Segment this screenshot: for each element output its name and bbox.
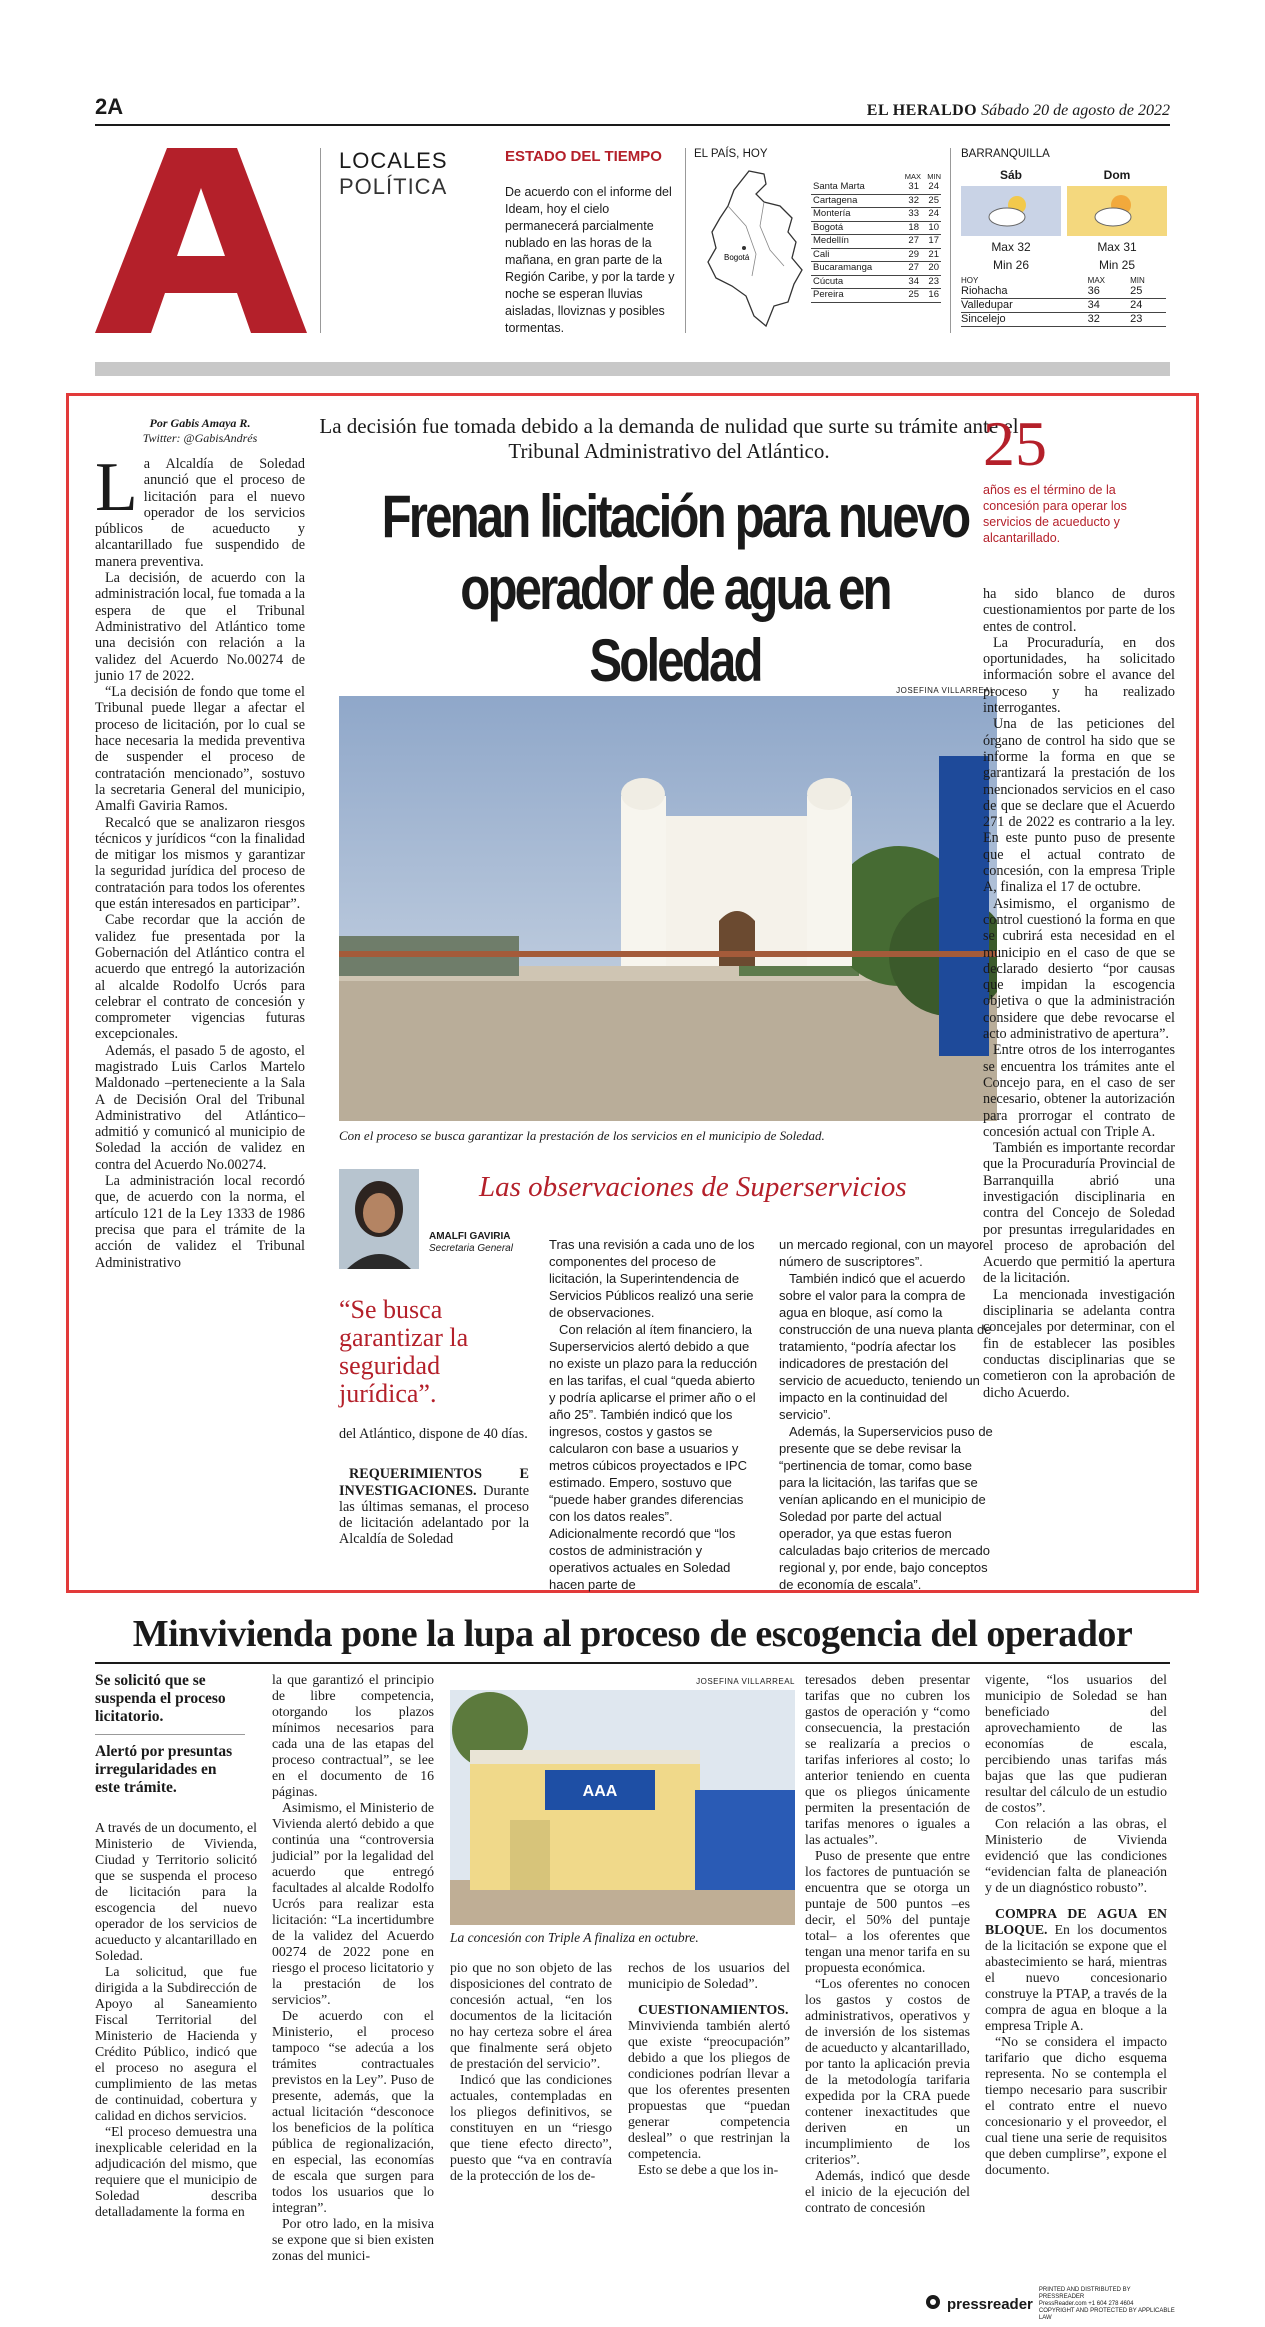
city-name: Pereira [811, 289, 901, 303]
section-name [320, 148, 490, 333]
sign-text: AAA [582, 1783, 618, 1800]
temp-min: 25 [1130, 285, 1166, 299]
city-name: Montería [811, 208, 901, 222]
headline-rule [95, 1662, 1170, 1664]
paragraph: Tras una revisión a cada uno de los componentes del proceso de licitación, la Superintendencia de Servicios Públicos realizó una serie de observaciones. [549, 1237, 755, 1320]
temp-row [811, 181, 941, 194]
person-avatar [339, 1169, 419, 1269]
temp-min: 24 [1130, 299, 1166, 313]
paragraph: La mencionada investigación disciplinaria se adelanta contra concejales por determinar, con el fin de establecer las posibles conductas disciplinarias que se cometieron con la aprobación de dicho Acuerdo. [983, 1286, 1175, 1401]
temp-max: 32 [901, 194, 921, 208]
city-temps-header [811, 172, 941, 181]
city-name: Santa Marta [811, 181, 901, 194]
paragraph: Puso de presente que entre los factores de puntuación se encuentra que se otorga un puntaje de 500 puntos –es decir, el 50% del puntaje total– a los oferentes que tengan una menor tarifa en su propuesta económica. [805, 1848, 970, 1975]
section-lead: REQUERIMIENTOS E INVESTIGACIONES. [339, 1466, 529, 1499]
temp-min: 17 [921, 235, 941, 249]
section-a-logo [95, 148, 307, 333]
super-column-1 [549, 1236, 764, 1593]
photo-caption: Con el proceso se busca garantizar la prestación de los servicios en el municipio de Soledad. [339, 1128, 825, 1143]
paragraph: También es importante recordar que la Procuraduría Provincial de Barranquilla abrió una investigación disciplinaria en contra del Concejo de Soledad por presuntas irregularidades en el proceso de aprobación del Acuerdo que permitió la apertura de la licitación. [983, 1140, 1175, 1287]
story2-column-2 [272, 1672, 434, 2264]
temp-row [811, 221, 941, 235]
weather-text: De acuerdo con el informe del Ideam, hoy el cielo permanecerá parcialmente nublado en las horas de la mañana, en gran parte de la Región Caribe, y por la tarde y noche se esperan lluvias aisladas, lloviznas y posibles tormentas. [505, 185, 675, 335]
paragraph: vigente, “los usuarios del municipio de Soledad se han beneficiado del aprovechamiento de las economías de escala, percibiendo unas tarifas más bajas que las que pudieran resultar del cálculo de un estudio de costos”. [985, 1672, 1167, 1815]
paragraph: “Los oferentes no conocen los gastos y costos de administrativos, operativos y de inversión de los sistemas de acueducto y alcantarillado, por tanto la aplicación previa de la metodología tarifaria expedida por la CRA puede contener inexactitudes que deriven en un incumplimiento de los criterios”. [805, 1976, 970, 2167]
building-image [450, 1690, 795, 1925]
temp-row [811, 289, 941, 303]
section-line-2: POLÍTICA [339, 174, 448, 199]
day-max: Max 32 [991, 240, 1031, 254]
temp-min: 24 [921, 181, 941, 194]
paper-name: EL HERALDO [866, 102, 978, 119]
photo-credit: JOSEFINA VILLARREAL [896, 686, 995, 695]
country-weather [685, 148, 945, 333]
author-twitter: Twitter: @GabisAndrés [142, 431, 258, 445]
day-max: Max 31 [1097, 240, 1137, 254]
temp-min: 10 [921, 221, 941, 235]
paragraph: De acuerdo con el Ministerio, el proceso tampoco “se adecúa a los trámites contractuales previstos en la Ley”. Puso de presente, además, que la actual licitación “desconoce los beneficios de la política pública de regionalización, en especial, las economías de escala que surgen para todos los usuarios que lo integran”. [272, 2008, 434, 2215]
paragraph: La solicitud, que fue dirigida a la Subdirección de Apoyo al Saneamiento Fiscal Territorial del Ministerio de Hacienda y Crédito Público, indicó que el proceso no asegura el cumplimiento de las metas de continuidad, cobertura y calidad en dichos servicios. [95, 1964, 257, 2123]
cloud-sun-icon [961, 186, 1061, 236]
temp-row [811, 275, 941, 289]
temp-min: 16 [921, 289, 941, 303]
temp-row [811, 208, 941, 222]
paragraph: Una de las peticiones del órgano de control ha sido que se informe la forma en que se garantizará la prestación de los mencionados servicios en el caso de que se declare que el Acuerdo 271 de 2022 es contrario a la ley. En este punto puso de presente que el actual contrato de concesión, con la empresa Triple A, finaliza el 17 de octubre. [983, 716, 1175, 896]
author-name: Por Gabis Amaya R. [149, 416, 251, 430]
paragraph: “La decisión de fondo que tome el Tribunal puede llegar a afectar el proceso de licitación, por lo cual se hace necesaria la medida preventiva de suspender el proceso de contratación mencionado”, sostuvo la secretaria General del municipio, Amalfi Gaviria Ramos. [95, 684, 305, 815]
paragraph: A través de un documento, el Ministerio de Vivienda, Ciudad y Territorio solicitó que se suspenda el proceso de licitación para la escogencia del nuevo operador de los servicios de acueducto y alcantarillado en Soledad. [95, 1820, 257, 1963]
temp-min: 23 [1130, 313, 1166, 327]
temp-row [961, 285, 1166, 299]
temp-max: 25 [901, 289, 921, 303]
city-name: Sincelejo [961, 313, 1088, 327]
paragraph: La decisión, de acuerdo con la administración local, fue tomada a la espera de que el Tribunal Administrativo del Atlántico tome una decisión con relación a la validez del Acuerdo No.00274 de junio 17 de 2022. [95, 570, 305, 684]
paragraph: Además, el pasado 5 de agosto, el magistrado Luis Carlos Martelo Maldonado –perteneciente a la Sala A de Decisión Oral del Tribunal Administrativo del Atlántico– admitió y comunicó al municipio de Soledad la acción de validez en contra del Acuerdo No.00274. [95, 1042, 305, 1173]
paragraph: Asimismo, el organismo de control cuestionó la forma en que se cubrirá esta necesidad en el municipio en el caso de que se declarado desierto “por causas que impidan la escogencia objetiva o que la administración considere que debe revocarse el acto administrativo de apertura”. [983, 895, 1175, 1043]
section-line-1: LOCALES [339, 148, 448, 173]
temp-row [811, 248, 941, 262]
issue-date: Sábado 20 de agosto de 2022 [981, 102, 1170, 119]
photo2-credit: JOSEFINA VILLARREAL [696, 1677, 795, 1686]
super-column-2 [779, 1236, 994, 1593]
col-min: MIN [1130, 276, 1145, 285]
story2-column-6: vigente, “los usuarios del municipio de Soledad se han beneficiado del aprovechamiento de las economías de escala, percibiendo unas tarifas más bajas que las que pudieran resultar del cálculo de un estudio de costos”. Con relación a las obras, el Ministerio de Vivienda evidenció que las condiciones “evidencian falta de planeación y de un diagnóstico robusto”. COMPRA DE AGUA EN BLOQUE. En los documentos de la licitación se expone que el abastecimiento se hará, mientras el nuevo concesionario construye la PTAP, a través de la compra de agua en bloque a la empresa Triple A. “No se considera el impacto tarifario que dicho esquema representa. No se contempla el tiempo necesario para suscribir el contrato entre el nuevo concesionario y el proveedor, el cual tiene una serie de requisitos que deben cumplirse”, expone el documento. [985, 1672, 1167, 2177]
col-hoy: HOY [961, 276, 979, 285]
story-column-2 [339, 1426, 529, 1548]
temp-min: 23 [921, 275, 941, 289]
story2-column-4: rechos de los usuarios del municipio de Soledad”. CUESTIONAMIENTOS. Minvivienda también alertó que existe “preocupación” debido a que los pliegos de condiciones podrían llevar a que los oferentes presenten propuestas que “puedan generar competencia desleal” o que restrinjan la competencia. Esto se debe a que los in- [628, 1960, 790, 2177]
city-temps-table [811, 172, 941, 303]
day-name: Sáb [999, 168, 1022, 182]
church-photo [339, 696, 997, 1121]
paragraph: Cabe recordar que la acción de validez fue presentada por la Gobernación del Atlántico contra el acuerdo que entregó la autorización al alcalde Rodolfo Ucrós para celebrar el contrato de concesión y comprometer vigencias futuras excepcionales. [95, 912, 305, 1043]
pull-quote: “Se busca garantizar la seguridad jurídica”. [339, 1295, 469, 1408]
paragraph: Asimismo, el Ministerio de Vivienda alertó debido a que continúa una “controversia judicial” por la legalidad del acuerdo que entregó facultades al alcalde Rodolfo Ucrós para realizar esta licitación: “La incertidumbre de la validez del Acuerdo 00274 de 2022 pone en riesgo el proceso licitatorio y la prestación de los servicios”. [272, 1800, 434, 2007]
paragraph: Recalcó que se analizaron riesgos técnicos y jurídicos “con la finalidad de mitigar los mismos y garantizar la seguridad jurídica del proceso de contratación para todos los oferentes que están interesados en participar”. [95, 814, 305, 913]
dropcap: L [95, 449, 138, 526]
temp-max: 29 [901, 248, 921, 262]
lede-divider [95, 1734, 245, 1735]
masthead-paper [867, 102, 1170, 120]
temp-min: 25 [921, 194, 941, 208]
second-ledes [95, 1672, 245, 1797]
barranquilla-weather [950, 148, 1170, 333]
colombia-map-icon [694, 166, 814, 331]
building-photo [450, 1690, 795, 1925]
forecast-day [1067, 168, 1167, 272]
temp-row [811, 235, 941, 249]
temp-max: 34 [1088, 299, 1130, 313]
city-name: Cúcuta [811, 275, 901, 289]
temp-min: 24 [921, 208, 941, 222]
story2-column-3 [450, 1960, 612, 2184]
paragraph: a Alcaldía de Soledad anunció que el proceso de licitación para el nuevo operador de los servicios públicos de acueducto y alcantarillado fue suspendido de manera preventiva. [95, 456, 305, 570]
col-min: MIN [927, 172, 941, 181]
temp-max: 31 [901, 181, 921, 194]
section-letter [95, 148, 307, 333]
temp-max: 36 [1088, 285, 1130, 299]
paragraph: un mercado regional, con un mayor número de suscriptores”. [779, 1237, 984, 1269]
lede-2: Alertó por presuntas irregularidades en este trámite. [95, 1743, 233, 1796]
temp-max: 33 [901, 208, 921, 222]
paragraph: Por otro lado, en la misiva se expone que si bien existen zonas del munici- [272, 2216, 434, 2263]
city-name: Cali [811, 248, 901, 262]
paragraph: teresados deben presentar tarifas que no cubren los gastos de operación y “como consecuencia, la prestación se realizaría a precios o tarifas inferiores al costo; lo anterior teniendo en cuenta que os pliegos únicamente permiten la presentación de tarifas menores o iguales a las actuales”. [805, 1672, 970, 1847]
subhead: Las observaciones de Superservicios [479, 1171, 907, 1203]
temp-min: 20 [921, 262, 941, 276]
story2-column-1 [95, 1820, 257, 2220]
section-lead: CUESTIONAMIENTOS. [638, 2002, 789, 2017]
city-name: Riohacha [961, 285, 1088, 299]
country-label: EL PAÍS, HOY [694, 148, 768, 160]
city-label: BARRANQUILLA [961, 148, 1050, 160]
city-name: Cartagena [811, 194, 901, 208]
paragraph: la que garantizó el principio de libre competencia, otorgando los plazos mínimos necesarios para cada una de las etapas del proceso contractual”, se lee en el documento de 16 páginas. [272, 1672, 434, 1799]
paragraph: Con relación al ítem financiero, la Superservicios alertó debido a que no existe un plazo para la reducción en las tarifas, el cual “queda abierto y podría aplicarse el primer año o el año 25”. También indicó que los ingresos, costos y gastos se calcularon con base a usuarios y metros cúbicos proyectados e IPC estimado. Empero, sostuvo que “puede haber grandes diferencias con los datos reales”. Adicionalmente recordó que “los costos de administración y operativos actuales en Soledad hacen parte de [549, 1322, 758, 1592]
story-column-1 [95, 449, 305, 1271]
pressreader-logo: pressreader [947, 2295, 1033, 2313]
paragraph: Además, la Superservicios puso de presente que se debe revisar la “pertinencia de tomar, como base para la licitación, las tarifas que se venían aplicando en el municipio de Soledad por parte del actual operador, ya que estas fueron calculadas bajo criterios de mercado regional y, por ende, bajo conceptos de economía de escala”. [779, 1424, 993, 1592]
page-number: 2A [95, 94, 124, 119]
pressreader-icon [925, 2294, 941, 2315]
person-caption [429, 1231, 513, 1255]
temp-min: 21 [921, 248, 941, 262]
temp-max: 32 [1088, 313, 1130, 327]
col-max: MAX [1087, 276, 1106, 285]
photo2-caption: La concesión con Triple A finaliza en octubre. [450, 1930, 699, 1945]
paragraph: Además, indicó que desde el inicio de la ejecución del contrato de concesión [805, 2168, 970, 2215]
temp-max: 27 [901, 235, 921, 249]
weather-title: ESTADO DEL TIEMPO [505, 148, 662, 165]
temp-row [961, 313, 1166, 327]
temp-max: 34 [901, 275, 921, 289]
city-name: Valledupar [961, 299, 1088, 313]
column-2-text: del Atlántico, dispone de 40 días. [339, 1426, 528, 1442]
column-1-text [95, 449, 305, 1271]
paragraph: La Procuraduría, en dos oportunidades, ha solicitado información sobre el avance del proceso y ha realizado interrogantes. [983, 634, 1175, 717]
region-temps-table [961, 276, 1166, 327]
paragraph: pio que no son objeto de las disposiciones del contrato de concesión actual, “en los documentos de la licitación no hay certeza sobre el área que finalmente será objeto de prestación del servicio”. [450, 1960, 612, 2071]
column-2-text: Durante las últimas semanas, el proceso de licitación adelantado por la Alcaldía de Soledad [339, 1482, 529, 1548]
byline [95, 416, 305, 446]
paragraph: Entre otros de los interrogantes se encuentra los trámites ante el Concejo para, en el caso de ser necesario, obtener la autorización para prorrogar el contrato de concesión actual con Triple A. [983, 1042, 1175, 1140]
temp-row [811, 262, 941, 276]
main-story [66, 393, 1199, 1593]
day-name: Dom [1103, 168, 1131, 182]
divider-bar [95, 362, 1170, 376]
day-min: Min 25 [1098, 258, 1136, 272]
paragraph: Indicó que las condiciones actuales, contempladas en los pliegos definitivos, se constituyen en un “riesgo que tiene efecto directo”, puesto que “va en contravía de la protección de los de- [450, 2072, 612, 2183]
pressreader-fineprint: PRINTED AND DISTRIBUTED BY PRESSREADER PressReader.com +1 604 278 4604 COPYRIGHT AND PROTECTED BY APPLICABLE LAW [1038, 2286, 1175, 2321]
paragraph: La administración local recordó que, de acuerdo con la norma, el artículo 121 de la Ley 1333 de 1986 precisa que para el trámite de la acción de validez el Tribunal Administrativo [95, 1173, 305, 1271]
deck: La decisión fue tomada debido a la demanda de nulidad que surte su trámite ante el Tribunal Administrativo del Atlántico. [319, 414, 1019, 463]
day-min: Min 26 [992, 258, 1030, 272]
second-headline: Minvivienda pone la lupa al proceso de escogencia del operador [132, 1613, 1133, 1655]
paragraph: Con relación a las obras, el Ministerio de Vivienda evidenció que las condiciones “evidencian falta de planeación y de un diagnóstico robusto”. [985, 1816, 1167, 1895]
paragraph: ha sido blanco de duros cuestionamientos por parte de los entes de control. [983, 586, 1175, 635]
forecast-days [961, 168, 1170, 272]
temp-row [811, 194, 941, 208]
portrait-photo [339, 1169, 419, 1269]
person-name: AMALFI GAVIRIA [429, 1231, 511, 1242]
city-name: Medellín [811, 235, 901, 249]
paragraph: También indicó que el acuerdo sobre el valor para la compra de agua en bloque, así como la construcción de una nueva planta de tratamiento, “podría afectar los indicadores de prestación del servicio de acueducto, teniendo un impacto en la continuidad del servicio”. [779, 1271, 992, 1422]
temp-max: 27 [901, 262, 921, 276]
lede-1: Se solicitó que se suspenda el proceso licitatorio. [95, 1672, 226, 1725]
masthead [95, 96, 1170, 126]
temp-max: 18 [901, 221, 921, 235]
pressreader-footer [925, 2286, 1175, 2321]
city-name: Bogotá [811, 221, 901, 235]
cloud-sun-icon [1067, 186, 1167, 236]
forecast-day [961, 168, 1061, 272]
section-lead: COMPRA DE AGUA EN BLOQUE. [985, 1906, 1167, 1937]
city-name: Bucaramanga [811, 262, 901, 276]
church-image [339, 696, 997, 1121]
story2-column-5 [805, 1672, 970, 2216]
story-column-4 [983, 586, 1175, 1401]
headline: Frenan licitación para nuevo operador de agua en Soledad [381, 483, 969, 694]
col-max: MAX [904, 172, 921, 181]
map-city-label: Bogotá [724, 253, 750, 262]
fact-number: 25 [983, 408, 1047, 479]
temp-row [961, 299, 1166, 313]
person-role: Secretaria General [429, 1243, 513, 1254]
paragraph: “El proceso demuestra una inexplicable celeridad en la adjudicación del mismo, que requiere que el municipio de Soledad describa detalladamente la forma en [95, 2124, 257, 2219]
fact-text: años es el término de la concesión para operar los servicios de acueducto y alcantarillado. [983, 483, 1127, 545]
weather-box [505, 148, 1170, 333]
